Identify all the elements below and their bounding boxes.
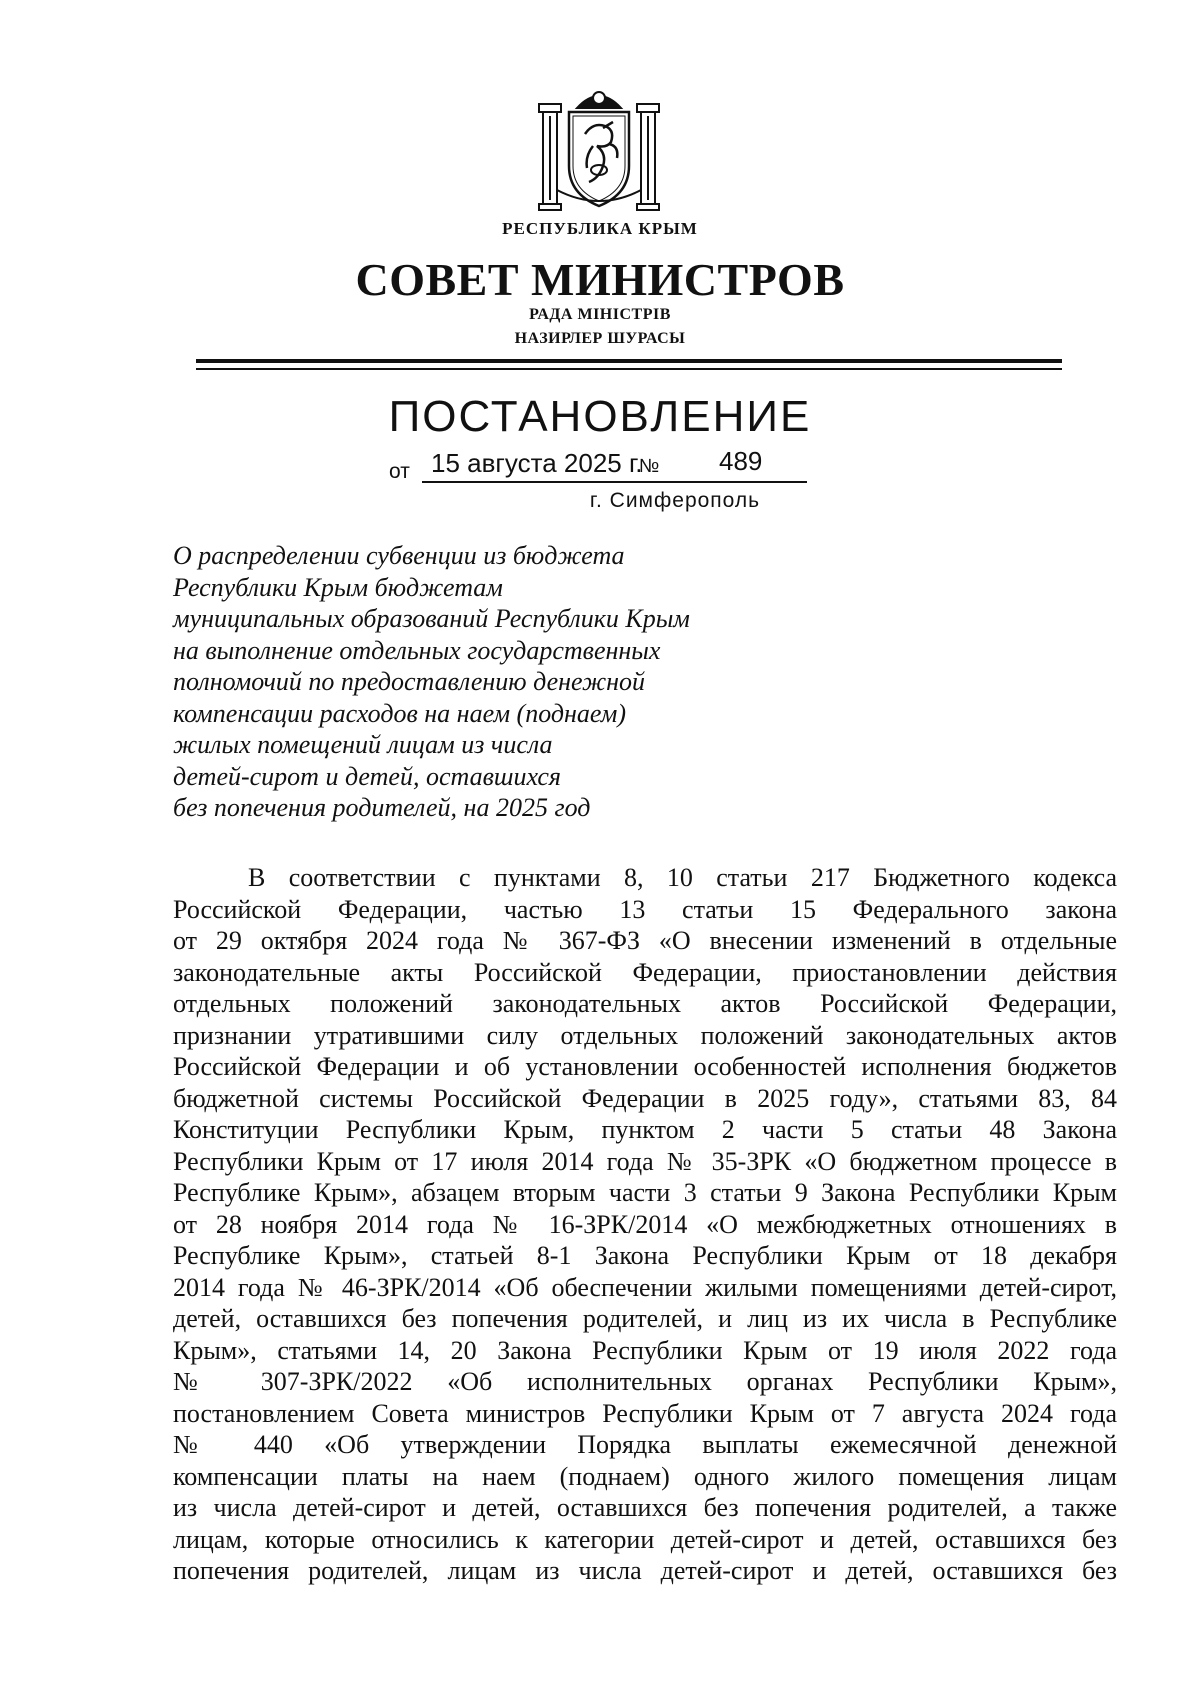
decree-city [0,489,1200,513]
body-text-line: № 440 «Об утверждении Порядка выплаты ежемесячной денежной [173,1430,1117,1459]
subject-line: компенсации расходов на наем (поднаем) [173,698,627,728]
coat-of-arms-emblem [537,86,661,212]
body-text-line: лицам, которые относились к категории детей-сирот и детей, оставшихся без [173,1524,1117,1554]
header-divider-thick [196,359,1062,363]
subject-line: жилых помещений лицам из числа [173,730,553,759]
body-text-line: от 29 октября 2024 года № 367-ФЗ «О внесении изменений в отдельные [173,926,1117,955]
body-text-line: компенсации платы на наем (поднаем) одного жилого помещения лицам [173,1461,1117,1491]
body-text-line: попечения родителей, лицам из числа детей-сирот и детей, оставшихся без [173,1556,1117,1585]
body-text-line: Российской Федерации и об установлении особенностей исполнения бюджетов [173,1052,1117,1081]
body-text-line: из числа детей-сирот и детей, оставшихся без попечения родителей, а также [173,1493,1117,1522]
decree-title: ПОСТАНОВЛЕНИЕ [388,392,812,441]
subject-line: детей-сирот и детей, оставшихся [173,761,562,791]
body-text-line: законодательные акты Российской Федерации, приостановлении действия [173,957,1117,987]
subject-line: муниципальных образований Республики Крым [173,604,690,633]
subject-line: полномочий по предоставлению денежной [173,667,646,696]
body-text-line: Республики Крым от 17 июля 2014 года № 35-ЗРК «О бюджетном процессе в [173,1146,1117,1176]
council-name-ukrainian: РАДА МІНІСТРІВ [529,306,671,323]
subject-line: О распределении субвенции из бюджета [173,541,625,570]
decree-subject [173,540,813,824]
body-text-line: Республике Крым», абзацем вторым части 3 статьи 9 Закона Республики Крым [173,1178,1117,1207]
council-name: СОВЕТ МИНИСТРОВ [355,254,845,305]
body-text-line: отдельных положений законодательных актов Российской Федерации, [173,989,1117,1018]
decree-number: 489 [719,446,763,476]
body-text-line: Крым», статьями 14, 20 Закона Республики Крым от 19 июля 2022 года [173,1335,1117,1365]
body-text-line: 2014 года № 46-ЗРК/2014 «Об обеспечении жилыми помещениями детей-сирот, [173,1272,1117,1302]
subject-line: на выполнение отдельных государственных [173,635,661,665]
decree-body [173,862,1117,1587]
decree-dateline [389,446,809,482]
body-text-line: детей, оставшихся без попечения родителей, и лиц из их числа в Республике [173,1304,1117,1333]
body-text-line: бюджетной системы Российской Федерации в 2025 году», статьями 83, 84 [173,1083,1117,1113]
body-text-line: Российской Федерации, частью 13 статьи 15 Федерального закона [173,894,1117,924]
body-text-line: постановлением Совета министров Республики Крым от 7 августа 2024 года [173,1398,1117,1428]
body-text-line: признании утратившими силу отдельных положений законодательных актов [173,1020,1117,1050]
dateline-underline [422,481,807,483]
header-divider-thin [196,368,1062,370]
body-text-line: В соответствии с пунктами 8, 10 статьи 217 Бюджетного кодекса [248,863,1117,892]
decree-date: 15 августа 2025 г. [431,448,643,478]
body-text-line: Республике Крым», статьей 8-1 Закона Республики Крым от 18 декабря [173,1241,1117,1270]
body-text-line: от 28 ноября 2014 года № 16-ЗРК/2014 «О межбюджетных отношениях в [173,1209,1117,1239]
subject-line: без попечения родителей, на 2025 год [173,793,591,822]
body-text-line: № 307-ЗРК/2022 «Об исполнительных органах Республики Крым», [173,1367,1117,1396]
city-name: г. Симферополь [589,489,761,512]
republic-name: РЕСПУБЛИКА КРЫМ [502,219,698,238]
subject-line: Республики Крым бюджетам [173,572,503,602]
date-prefix: от [389,460,410,483]
council-name-crimean-tatar: НАЗИРЛЕР ШУРАСЫ [514,330,686,347]
body-text-line: Конституции Республики Крым, пунктом 2 части 5 статьи 48 Закона [173,1115,1117,1144]
number-sign: № [639,456,660,477]
